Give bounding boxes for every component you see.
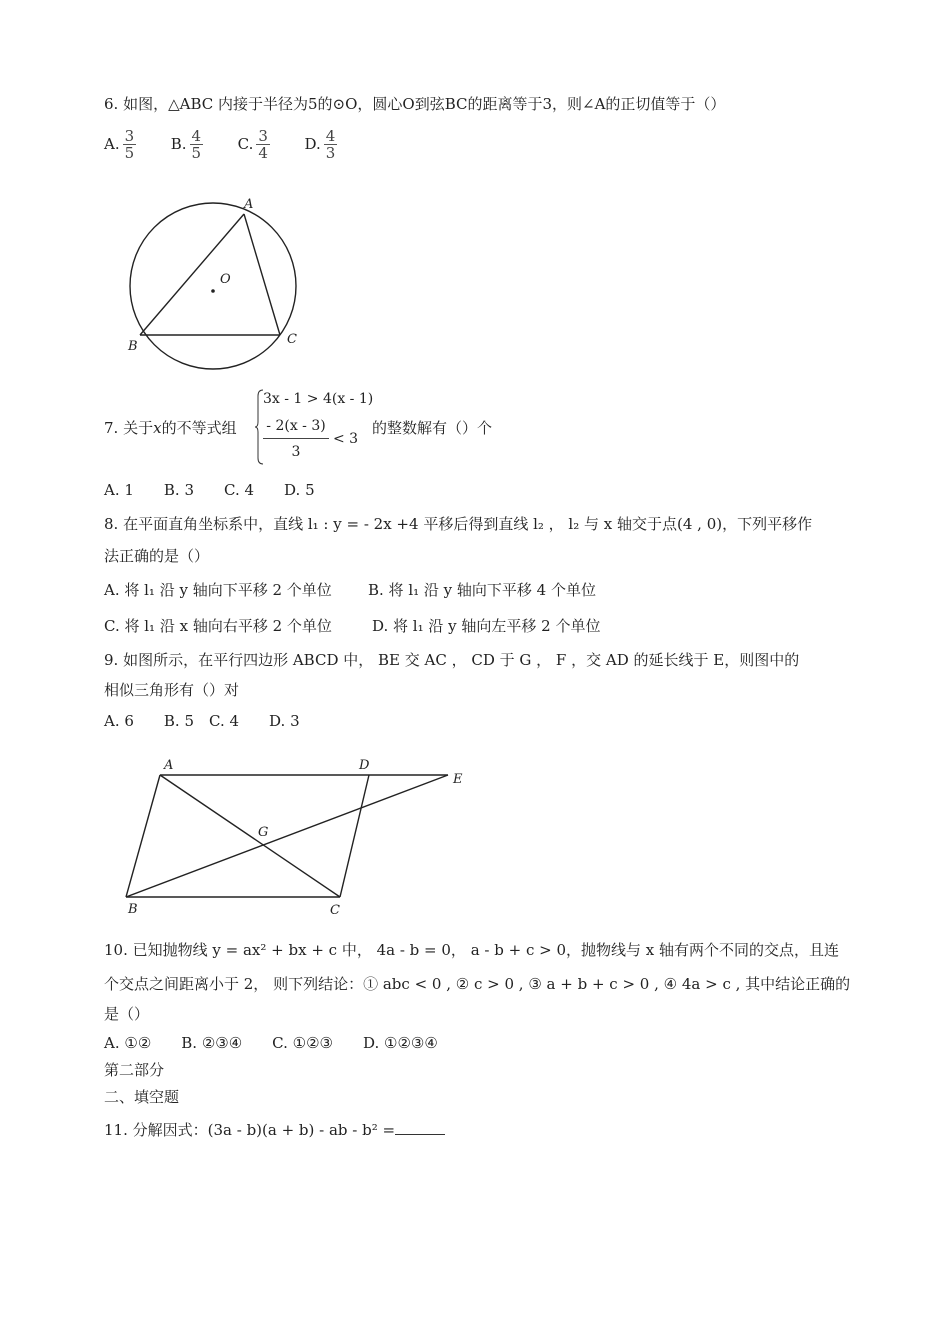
q10-line-1: 10. 已知抛物线 y = ax² + bx + c 中， 4a - b = 0， a - b + c > 0，抛物线与 x 轴有两个不同的交点，且连 <box>104 941 840 959</box>
q10-options: A. ①② B. ②③④ C. ①②③ D. ①②③④ <box>104 1034 438 1052</box>
q8-line-1: 8. 在平面直角坐标系中，直线 l₁ : y = - 2x +4 平移后得到直线 l₂ ， l₂ 与 x 轴交于点(4 , 0)，下列平移作 <box>104 515 813 533</box>
q9-line-2: 相似三角形有（）对 <box>104 681 240 699</box>
q7-stem-prefix: 7. 关于x的不等式组 <box>104 419 237 437</box>
q10-line-2: 个交点之间距离小于 2， 则下列结论：① abc < 0 , ② c > 0 , ③ a + b + c > 0 , ④ 4a > c , 其中结论正确的 <box>104 975 851 993</box>
q7-options: A. 1 B. 3 C. 4 D. 5 <box>104 481 315 499</box>
label-a: A <box>164 758 174 773</box>
q6-option-a: A. $\frac{3}{5}$ <box>104 127 135 162</box>
center-point-o <box>211 289 215 293</box>
section-part-title: 第二部分 <box>104 1061 165 1079</box>
q8-option-d: D. 将 l₁ 沿 y 轴向左平移 2 个单位 <box>372 617 601 635</box>
label-o: O <box>220 272 231 287</box>
q7-stem-suffix: 的整数解有（）个 <box>372 419 493 437</box>
q6-option-c: C. $\frac{3}{4}$ <box>237 127 268 162</box>
q8-line-2: 法正确的是（） <box>104 547 210 565</box>
q9-line-1: 9. 如图所示，在平行四边形 ABCD 中， BE 交 AC ， CD 于 G ， F ，交 AD 的延长线于 E，则图中的 <box>104 651 800 669</box>
segment-ab <box>126 775 160 897</box>
q9-parallelogram-figure <box>120 755 480 920</box>
circle-o <box>130 203 296 369</box>
q10-line-3: 是（） <box>104 1005 150 1023</box>
q6-circle-figure <box>120 195 310 365</box>
label-a: A <box>244 197 254 212</box>
label-g: G <box>258 825 269 840</box>
q6-options <box>104 128 340 161</box>
q8-option-a: A. 将 l₁ 沿 y 轴向下平移 2 个单位 <box>104 581 332 599</box>
label-d: D <box>359 758 370 773</box>
label-c: C <box>287 332 297 347</box>
q8-option-b: B. 将 l₁ 沿 y 轴向下平移 4 个单位 <box>368 581 596 599</box>
label-b: B <box>128 902 138 917</box>
q11-stem: 11. 分解因式：(3a - b)(a + b) - ab - b² = <box>104 1120 445 1140</box>
q11-answer-blank[interactable] <box>395 1120 445 1135</box>
section-heading: 二、填空题 <box>104 1088 180 1106</box>
segment-cd <box>340 775 369 897</box>
q9-options: A. 6 B. 5 C. 4 D. 3 <box>104 712 300 730</box>
segment-ac <box>160 775 340 897</box>
q6-option-b: B. $\frac{4}{5}$ <box>170 127 202 162</box>
q7-fraction-bar <box>263 438 329 439</box>
label-c: C <box>330 903 340 918</box>
segment-ac <box>244 214 280 335</box>
q7-inequality-1: 3x - 1 > 4(x - 1) <box>263 391 374 407</box>
q6-stem: 6. 如图，△ABC 内接于半径为5的⊙O，圆心O到弦BC的距离等于3，则∠A的正切值等于（） <box>104 95 726 113</box>
q8-option-c: C. 将 l₁ 沿 x 轴向右平移 2 个单位 <box>104 617 332 635</box>
segment-be <box>126 775 448 897</box>
q7-inequality-2-numerator: - 2(x - 3) <box>266 418 326 434</box>
label-b: B <box>128 339 138 354</box>
q6-option-d: D. $\frac{4}{3}$ <box>304 127 336 162</box>
q7-inequality-2-rhs: < 3 <box>333 431 359 447</box>
q7-inequality-2-denominator: 3 <box>291 444 301 460</box>
q7-inequality-system <box>255 388 374 468</box>
label-e: E <box>453 772 463 787</box>
